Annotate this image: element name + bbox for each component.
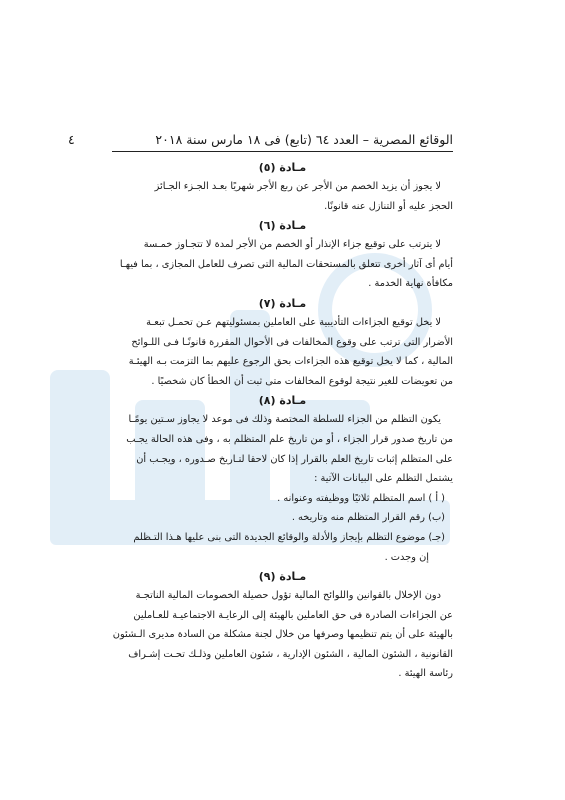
page-header	[68, 130, 453, 148]
article-5-line: لا يجوز أن يزيد الخصم من الأجر عن ربع الأجر شهريًا بعـد الجـزء الجـائز	[154, 181, 441, 192]
article-8-line: يكون التظلم من الجزاء للسلطة المختصة وذلك فى موعد لا يجاوز سـتين يومًـا	[128, 414, 441, 426]
article-9-line: رئاسة الهيئة .	[398, 668, 453, 680]
document-body	[112, 158, 453, 684]
article-7-heading: مـادة (٧)	[258, 296, 307, 310]
article-6-line: لا يترتب على توقيع جزاء الإنذار أو الخصم من الأجر لمدة لا تتجـاوز خمـسة	[143, 239, 441, 251]
article-8-item-a: ( أ ) اسم المتظلم ثلاثيًا ووظيفته وعنوانه .	[277, 492, 445, 504]
article-8-item-c-cont: إن وجدت .	[384, 551, 429, 563]
article-8-item-b: (ب) رقم القرار المتظلم منه وتاريخه .	[291, 512, 445, 524]
article-6-line: أيام أى آثار أخرى تتعلق بالمستحقات المالية التى تصرف للعامل المجازى ، بما فيهـا	[119, 258, 453, 270]
article-7-line: من تعويضات للغير نتيجة لوقوع المخالفات متى ثبت أن الخطأ كان شخصيًا .	[151, 375, 453, 387]
article-8-item-c: (جـ) موضوع التظلم بإيجاز والأدلة والوقائع الجديدة التى بنى عليها هـذا التـظلم	[133, 531, 445, 543]
article-7-line: لا يخل توقيع الجزاءات التأديبية على العاملين بمسئوليتهم عـن تحمـل تبعـة	[146, 316, 441, 328]
article-9-line: القانونية ، الشئون المالية ، الشئون الإدارية ، شئون العاملين وذلـك تحـت إشـراف	[128, 648, 453, 660]
article-7-line: المالية ، كما لا يخل توقيع هذه الجزاءات بحق الرجوع عليهم بما التزمت بـه الهيئـة	[128, 356, 453, 368]
article-9-line: عن الجزاءات الصادرة فى حق العاملين بالهيئة إلى الرعايـة الاجتماعيـة للعـاملين	[133, 609, 453, 621]
article-9-line: بالهيئة على أن يتم تنظيمها وصرفها من خلال لجنة مشكلة من السادة مديرى الـشئون	[112, 629, 453, 641]
page-number: ٤	[68, 131, 75, 147]
article-8-line: من تاريخ صدور قرار الجزاء ، أو من تاريخ علم المتظلم به ، وفى هذه الحالة يجـب	[126, 433, 453, 445]
article-8-line: على المتظلم إثبات تاريخ العلم بالقرار إذا كان لاحقا لتـاريخ صـدوره ، ويجـب أن	[136, 453, 453, 465]
article-9-heading: مـادة (٩)	[258, 570, 307, 584]
article-8-line: يشتمل التظلم على البيانات الآتية :	[314, 473, 453, 485]
article-5-line: الحجز عليه أو التنازل عنه قانونًا.	[324, 200, 453, 212]
article-5-heading: مـادة (٥)	[258, 161, 307, 174]
article-9-line: دون الإخلال بالقوانين واللوائح المالية تؤول حصيلة الخصومات المالية الناتجـة	[135, 590, 441, 602]
header-rule	[112, 151, 453, 152]
header-title: الوقائع المصرية – العدد ٦٤ (تابع) فى ١٨ مارس سنة ٢٠١٨	[155, 131, 453, 147]
article-8-heading: مـادة (٨)	[258, 394, 307, 408]
article-6-heading: مـادة (٦)	[258, 219, 307, 233]
article-6-line: مكافأة نهاية الخدمة .	[368, 278, 453, 290]
article-7-line: الأضرار التى ترتب على وقوع المخالفات فى الأحوال المقررة قانونًـا فـى اللـوائح	[131, 336, 453, 348]
